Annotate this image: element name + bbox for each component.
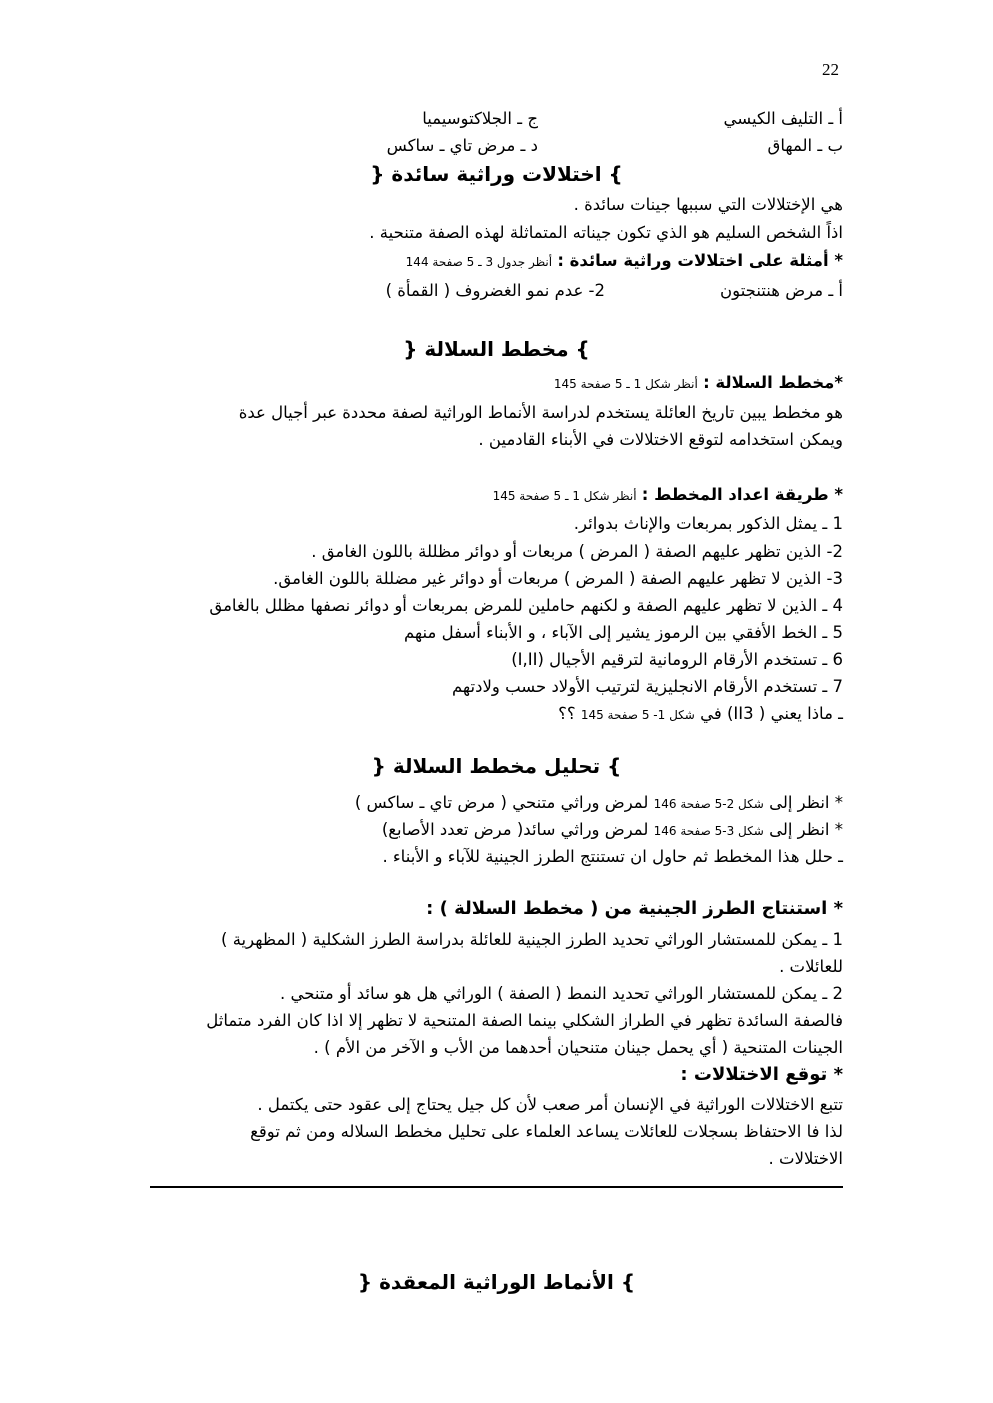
pedigree-question-text: ـ ماذا يعني ( II3) في: [700, 704, 843, 723]
dominant-examples-label: * أمثلة على اختلالات وراثية سائدة :: [557, 251, 843, 270]
pedigree-question-ref: شكل 1- 5 صفحة 145: [580, 708, 695, 722]
analysis-line-2-start: * انظر إلى: [769, 820, 843, 839]
pedigree-question-line: [558, 703, 843, 726]
option-b: ب ـ المهاق: [767, 136, 843, 155]
dominant-definition-1: هي الإختلالات التي سببها جينات سائدة .: [573, 195, 843, 214]
example-achondroplasia: 2- عدم نمو الغضروف ( القمأة ): [385, 281, 605, 300]
prediction-line-3: الاختلالات .: [768, 1149, 843, 1168]
analysis-heading: } تحليل مخطط السلالة {: [371, 754, 622, 778]
option-c: ج ـ الجلاكتوسيميا: [422, 109, 538, 128]
dominant-examples-ref: أنظر جدول 3 ـ 5 صفحة 144: [405, 255, 553, 269]
genotypes-p2-line-1: 2 ـ يمكن للمستشار الوراثي تحديد النمط ( الصفة ) الوراثي هل هو سائد أو متنحي .: [279, 984, 843, 1003]
option-a: أ ـ التليف الكيسي: [723, 109, 843, 128]
genotypes-p2-line-2: فالصفة السائدة تظهر في الطراز الشكلي بينما الصفة المتنحية لا تظهر إلا اذا كان الفرد متماثل: [206, 1011, 843, 1030]
pedigree-method-line: [493, 484, 843, 507]
example-huntington: أ ـ مرض هنتنجتون: [720, 281, 843, 300]
option-d: د ـ مرض تاي ـ ساكس: [386, 136, 538, 155]
analysis-line-1-end: لمرض وراثي متنحي ( مرض تاي ـ ساكس ): [354, 793, 649, 812]
analysis-line-2-end: لمرض وراثي سائد( مرض تعدد الأصابع): [381, 820, 649, 839]
pedigree-step-3: 3- الذين لا تظهر عليهم الصفة ( المرض ) مربعات أو دوائر غير مضللة باللون الغامق.: [273, 569, 843, 588]
pedigree-step-5: 5 ـ الخط الأفقي بين الرموز يشير إلى الآباء ، و الأبناء أسفل منهم: [403, 623, 843, 642]
analysis-line-2: [382, 819, 843, 842]
analysis-line-3: ـ حلل هذا المخطط ثم حاول ان تستنتج الطرز الجينية للآباء و الأبناء .: [382, 847, 843, 866]
page-number: 22: [822, 60, 839, 79]
prediction-line-1: تتبع الاختلالات الوراثية في الإنسان أمر صعب لأن كل جيل يحتاج إلى عقود حتى يكتمل .: [257, 1095, 843, 1114]
pedigree-step-1: 1 ـ يمثل الذكور بمربعات والإناث بدوائر.: [573, 514, 843, 533]
pedigree-heading: } مخطط السلالة {: [403, 337, 590, 361]
dominant-heading: } اختلالات وراثية سائدة {: [370, 162, 623, 186]
dominant-definition-2: اذاً الشخص السليم هو الذي تكون جيناته المتماثلة لهذه الصفة متنحية .: [369, 223, 843, 242]
pedigree-definition-1: هو مخطط يبين تاريخ العائلة يستخدم لدراسة الأنماط الوراثية لصفة محددة عبر أجيال عدة: [238, 403, 843, 422]
pedigree-definition-2: ويمكن استخدامه لتوقع الاختلالات في الأبناء القادمين .: [478, 430, 843, 449]
analysis-line-1-start: * انظر إلى: [769, 793, 843, 812]
pedigree-step-6: 6 ـ تستخدم الأرقام الرومانية لترقيم الأجيال (I,II): [511, 650, 843, 669]
genotypes-p1-line-1: 1 ـ يمكن للمستشار الوراثي تحديد الطرز الجينية للعائلة بدراسة الطرز الشكلية ( المظهرية ): [221, 930, 843, 949]
pedigree-method-label: * طريقة اعداد المخطط :: [641, 485, 843, 504]
analysis-line-1: [355, 792, 843, 815]
section-divider: [150, 1186, 843, 1188]
genotypes-heading: * استنتاج الطرز الجينية من ( مخطط السلالة ) :: [426, 898, 843, 919]
prediction-heading: * توقع الاختلالات :: [680, 1064, 843, 1085]
pedigree-definition-line: [554, 372, 843, 395]
genotypes-p2-line-3: الجينات المتنحية ( أي يحمل جينان متنحيان أحدهما من الأب و الآخر من الأم ) .: [313, 1038, 843, 1057]
pedigree-step-7: 7 ـ تستخدم الأرقام الانجليزية لترتيب الأولاد حسب ولادتهم: [451, 677, 843, 696]
pedigree-step-4: 4 ـ الذين لا تظهر عليهم الصفة و لكنهم حاملين للمرض بمربعات أو دوائر نصفها مظلل بالغامق: [209, 596, 843, 615]
analysis-line-2-ref: شكل 3-5 صفحة 146: [653, 824, 764, 838]
pedigree-step-2: 2- الذين تظهر عليهم الصفة ( المرض ) مربعات أو دوائر مظللة باللون الغامق .: [311, 542, 843, 561]
pedigree-method-ref: أنظر شكل 1 ـ 5 صفحة 145: [492, 489, 637, 503]
pedigree-definition-label: *مخطط السلالة :: [703, 373, 843, 392]
pedigree-question-marks: ؟؟: [558, 704, 576, 723]
pedigree-definition-ref: أنظر شكل 1 ـ 5 صفحة 145: [553, 377, 698, 391]
dominant-examples-line: [406, 250, 843, 273]
complex-heading: } الأنماط الوراثية المعقدة {: [357, 1270, 636, 1294]
analysis-line-1-ref: شكل 2-5 صفحة 146: [653, 797, 764, 811]
genotypes-p1-line-2: للعائلات .: [779, 957, 843, 976]
prediction-line-2: لذا فا الاحتفاظ بسجلات للعائلات يساعد العلماء على تحليل مخطط السلاله ومن ثم توقع: [250, 1122, 843, 1141]
